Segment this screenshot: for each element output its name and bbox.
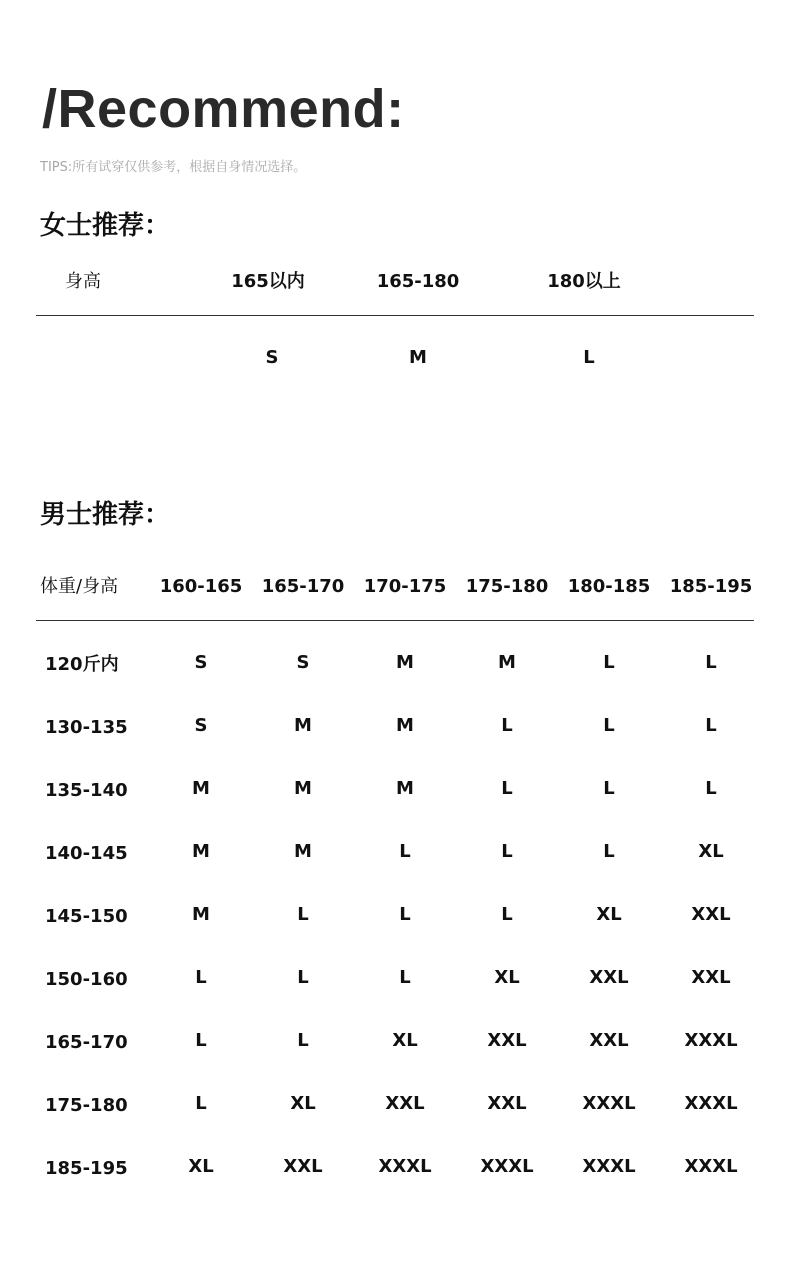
men-size-cell: S (194, 715, 208, 736)
men-size-cell: S (194, 652, 208, 673)
men-size-cell: XXXL (684, 1093, 738, 1114)
men-size-cell: L (399, 967, 411, 988)
men-row-label: 150-160 (45, 969, 128, 990)
men-size-cell: XL (698, 841, 724, 862)
men-size-cell: L (195, 1030, 207, 1051)
men-col-header: 170-175 (363, 576, 447, 597)
men-size-cell: L (705, 715, 717, 736)
men-size-cell: XXXL (582, 1093, 636, 1114)
women-col-header: 165以内 (231, 271, 305, 292)
men-size-cell: M (396, 715, 414, 736)
men-size-cell: L (705, 778, 717, 799)
men-size-cell: M (294, 715, 312, 736)
men-size-cell: L (501, 715, 513, 736)
men-size-cell: XL (188, 1156, 214, 1177)
men-col-header: 165-170 (261, 576, 345, 597)
men-size-cell: M (192, 904, 210, 925)
men-size-cell: XXL (385, 1093, 425, 1114)
men-size-cell: L (297, 904, 309, 925)
men-size-cell: S (296, 652, 310, 673)
men-row-label: 135-140 (45, 780, 128, 801)
women-col-header: 180以上 (547, 271, 621, 292)
men-row-label: 120斤内 (45, 654, 119, 675)
men-size-cell: XXXL (582, 1156, 636, 1177)
women-height-label: 身高 (65, 271, 101, 292)
men-size-cell: L (399, 904, 411, 925)
men-size-cell: XXL (283, 1156, 323, 1177)
men-col-header: 185-195 (669, 576, 753, 597)
men-col-header: 180-185 (567, 576, 651, 597)
men-row-label: 140-145 (45, 843, 128, 864)
men-size-cell: M (498, 652, 516, 673)
men-size-cell: XXXL (684, 1030, 738, 1051)
men-size-cell: L (603, 778, 615, 799)
men-size-cell: L (501, 841, 513, 862)
men-size-cell: L (705, 652, 717, 673)
men-size-cell: M (294, 778, 312, 799)
women-size-cell: L (583, 347, 595, 368)
men-col-header: 175-180 (465, 576, 549, 597)
men-size-cell: L (501, 904, 513, 925)
men-size-cell: XXL (487, 1030, 527, 1051)
women-size-cell: M (409, 347, 427, 368)
men-size-cell: L (603, 652, 615, 673)
men-size-cell: XXXL (480, 1156, 534, 1177)
men-size-cell: XXL (589, 1030, 629, 1051)
men-size-cell: XXL (691, 967, 731, 988)
men-size-cell: L (603, 715, 615, 736)
men-row-label: 165-170 (45, 1032, 128, 1053)
men-size-cell: M (396, 652, 414, 673)
men-size-cell: XL (392, 1030, 418, 1051)
tips-text: TIPS:所有试穿仅供参考，根据自身情况选择。 (40, 160, 307, 175)
men-size-cell: L (297, 1030, 309, 1051)
men-section-title: 男士推荐： (40, 500, 171, 530)
men-size-cell: M (396, 778, 414, 799)
men-size-cell: XXXL (684, 1156, 738, 1177)
women-table-divider (36, 315, 754, 316)
men-size-cell: L (603, 841, 615, 862)
men-size-cell: M (192, 841, 210, 862)
women-col-header: 165-180 (376, 271, 460, 292)
men-size-cell: L (195, 967, 207, 988)
men-row-label: 175-180 (45, 1095, 128, 1116)
women-section-title: 女士推荐： (40, 211, 171, 241)
men-size-cell: L (195, 1093, 207, 1114)
men-size-cell: XXL (589, 967, 629, 988)
men-size-cell: M (294, 841, 312, 862)
men-weight-height-label: 体重/身高 (40, 576, 119, 597)
men-size-cell: L (399, 841, 411, 862)
men-row-label: 130-135 (45, 717, 128, 738)
men-size-cell: XL (494, 967, 520, 988)
men-size-cell: L (297, 967, 309, 988)
page-title: /Recommend: (42, 79, 405, 139)
men-size-cell: M (192, 778, 210, 799)
men-row-label: 185-195 (45, 1158, 128, 1179)
men-size-cell: XL (596, 904, 622, 925)
men-size-cell: XL (290, 1093, 316, 1114)
men-size-cell: XXXL (378, 1156, 432, 1177)
men-size-cell: XXL (487, 1093, 527, 1114)
men-table-divider (36, 620, 754, 621)
men-size-cell: XXL (691, 904, 731, 925)
women-size-cell: S (265, 347, 279, 368)
men-row-label: 145-150 (45, 906, 128, 927)
men-size-cell: L (501, 778, 513, 799)
men-col-header: 160-165 (159, 576, 243, 597)
